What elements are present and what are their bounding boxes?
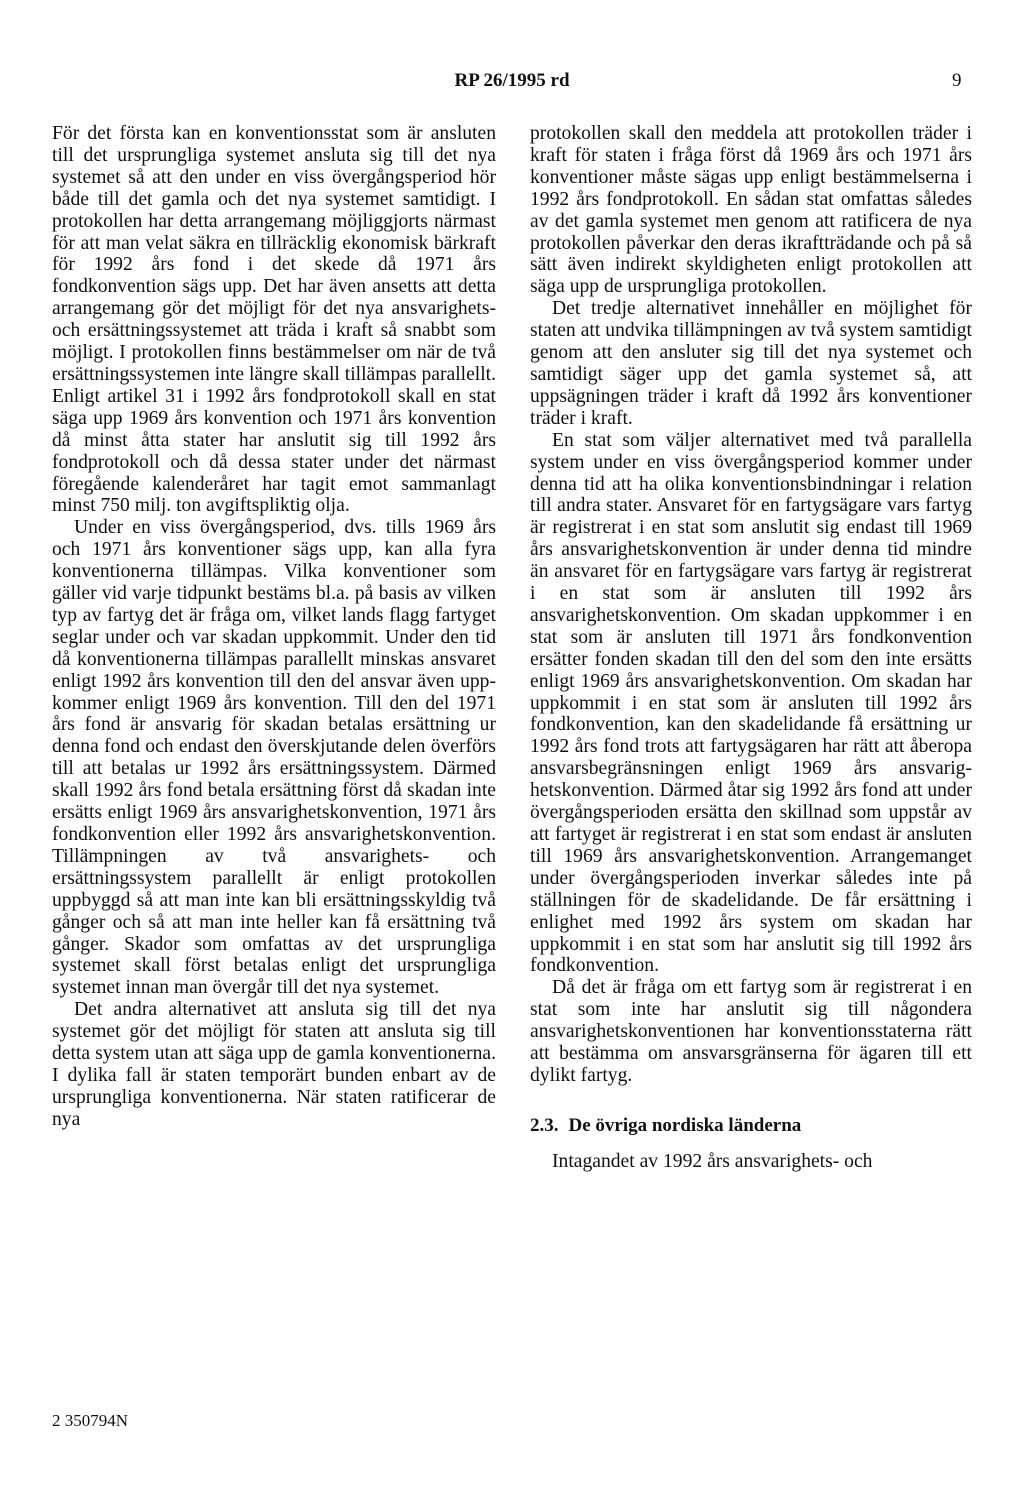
section-heading-number: 2.3. <box>530 1114 559 1136</box>
body-paragraph: protokollen skall den meddela att protokollen träder i kraft för staten i fråga först då 1969 års och 1971 års konventioner måste sägas upp enligt bestämmelserna i 1992 års fondprotokoll. En sådan stat omfattas således av det gamla systemet men genom att ratificera de nya protokollen påverkar den deras ikraftträdande och på så sätt även indirekt skyldigheten enligt protokollen att säga upp de ursprungliga protokollen. <box>530 123 972 298</box>
body-paragraph: Då det är fråga om ett fartyg som är registrerat i en stat som inte har anslutit sig till någondera ansvarighetskonventionen har konventionsstaterna rätt att bestämma om ansvarsgränserna för ägaren till ett dylikt fartyg. <box>530 977 972 1086</box>
body-paragraph: Under en viss övergångsperiod, dvs. tills 1969 års och 1971 års konventioner sägs upp, kan alla fyra konventionerna tillämpas. Vilka konventioner som gäller vid varje tidpunkt bestäms bl.a. på basis av vilken typ av fartyg det är fråga om, vilket lands flagg fartyget seglar under och var skadan uppkommit. Under den tid då konventionerna tillämpas parallellt minskas ansvaret enligt 1992 års konvention till den del ansvar även uppkommer enligt 1969 års konvention. Till den del 1971 års fond är ansvarig för skadan betalas ersättning ur denna fond och endast den överskjutande delen överförs till att betalas ur 1992 års ersättningssystem. Därmed skall 1992 års fond betala ersättning först då skadan inte ersätts enligt 1969 års ansvarighetskonvention, 1971 års fondkonvention eller 1992 års ansvarighetskonvention. Tillämpningen av två ansvarighets- och ersättningssystem parallellt är enligt protokollen uppbyggd så att man inte kan bli ersättningsskyldig två gånger och så att man inte heller kan få ersättning två gånger. Skador som omfattas av det ursprungliga systemet skall först betalas enligt det ursprungliga systemet innan man övergår till det nya systemet. <box>52 517 496 999</box>
body-paragraph: En stat som väljer alternativet med två parallella system under en viss övergångsperiod kommer under denna tid att ha olika konventionsbindningar i relation till andra stater. Ansvaret för en fartygsägare vars fartyg är registrerat i en stat som anslutit sig endast till 1969 års ansvarighetskonvention är under denna tid mindre än ansvaret för en fartygsägare vars fartyg är registrerat i en stat som är ansluten till 1992 års ansvarighetskonvention. Om skadan uppkommer i en stat som är ansluten till 1971 års fondkonvention ersätter fonden skadan till den del som den inte ersätts enligt 1969 års ansvarighetskonvention. Om skadan har uppkommit i en stat som är ansluten till 1992 års fondkonvention, kan den skadelidande få ersättning ur 1992 års fond trots att fartygsägaren har rätt att åberopa ansvarsbegränsningen enligt 1969 års ansvarighetskonvention. Därmed åtar sig 1992 års fond att under övergångsperioden ersätta den skillnad som uppstår av att fartyget är registrerat i en stat som endast är ansluten till 1969 års ansvarighetskonvention. Arrangemanget under övergångsperioden inverkar således inte på ställningen för de skadelidande. De får ersättning i enlighet med 1992 års system om skadan har uppkommit i en stat som har anslutit sig till 1992 års fondkonvention. <box>530 429 972 977</box>
body-paragraph: Intagandet av 1992 års ansvarighets- och <box>552 1150 873 1172</box>
left-column <box>52 123 496 1131</box>
section-heading-text: De övriga nordiska länderna <box>568 1114 802 1136</box>
section-heading <box>530 1115 972 1137</box>
print-code: 2 350794N <box>52 1411 129 1430</box>
page-header <box>0 66 1024 96</box>
page-number: 9 <box>952 70 962 91</box>
right-column <box>530 123 972 1173</box>
running-title: RP 26/1995 rd <box>454 70 570 91</box>
body-paragraph: Det tredje alternativet innehåller en möjlighet för staten att undvika tillämpningen av två system samtidigt genom att den ansluter sig till det nya systemet och samtidigt säger upp det gamla systemet så, att uppsägningen träder i kraft då 1992 års konventioner träder i kraft. <box>530 298 972 429</box>
body-paragraph: För det första kan en konventionsstat som är ansluten till det ursprungliga systemet ansluta sig till det nya systemet så att den under en viss övergångsperiod hör både till det gamla och det nya systemet samtidigt. I protokollen har detta arrangemang möjliggjorts närmast för att man velat säkra en tillräcklig ekonomisk bärkraft för 1992 års fond i det skede då 1971 års fondkonvention sägs upp. Det har även ansetts att detta arrangemang gör det möjligt för det nya ansvarighets- och ersättningssystemet att träda i kraft så snabbt som möjligt. I protokollen finns bestämmelser om när de två ersättningssystemen inte längre skall tillämpas parallellt. Enligt artikel 31 i 1992 års fondprotokoll skall en stat säga upp 1969 års konvention och 1971 års konvention då minst åtta stater har anslutit sig till 1992 års fondprotokoll och då dessa stater under det närmast föregående kalenderåret har tagit emot sammanlagt minst 750 milj. ton avgiftspliktig olja. <box>52 123 497 517</box>
body-paragraph: Det andra alternativet att ansluta sig till det nya systemet gör det möjligt för staten att ansluta sig till detta system utan att säga upp de gamla konventionerna. I dylika fall är staten temporärt bunden enbart av de ursprungliga konventionerna. När staten ratificerar de nya <box>52 999 496 1130</box>
